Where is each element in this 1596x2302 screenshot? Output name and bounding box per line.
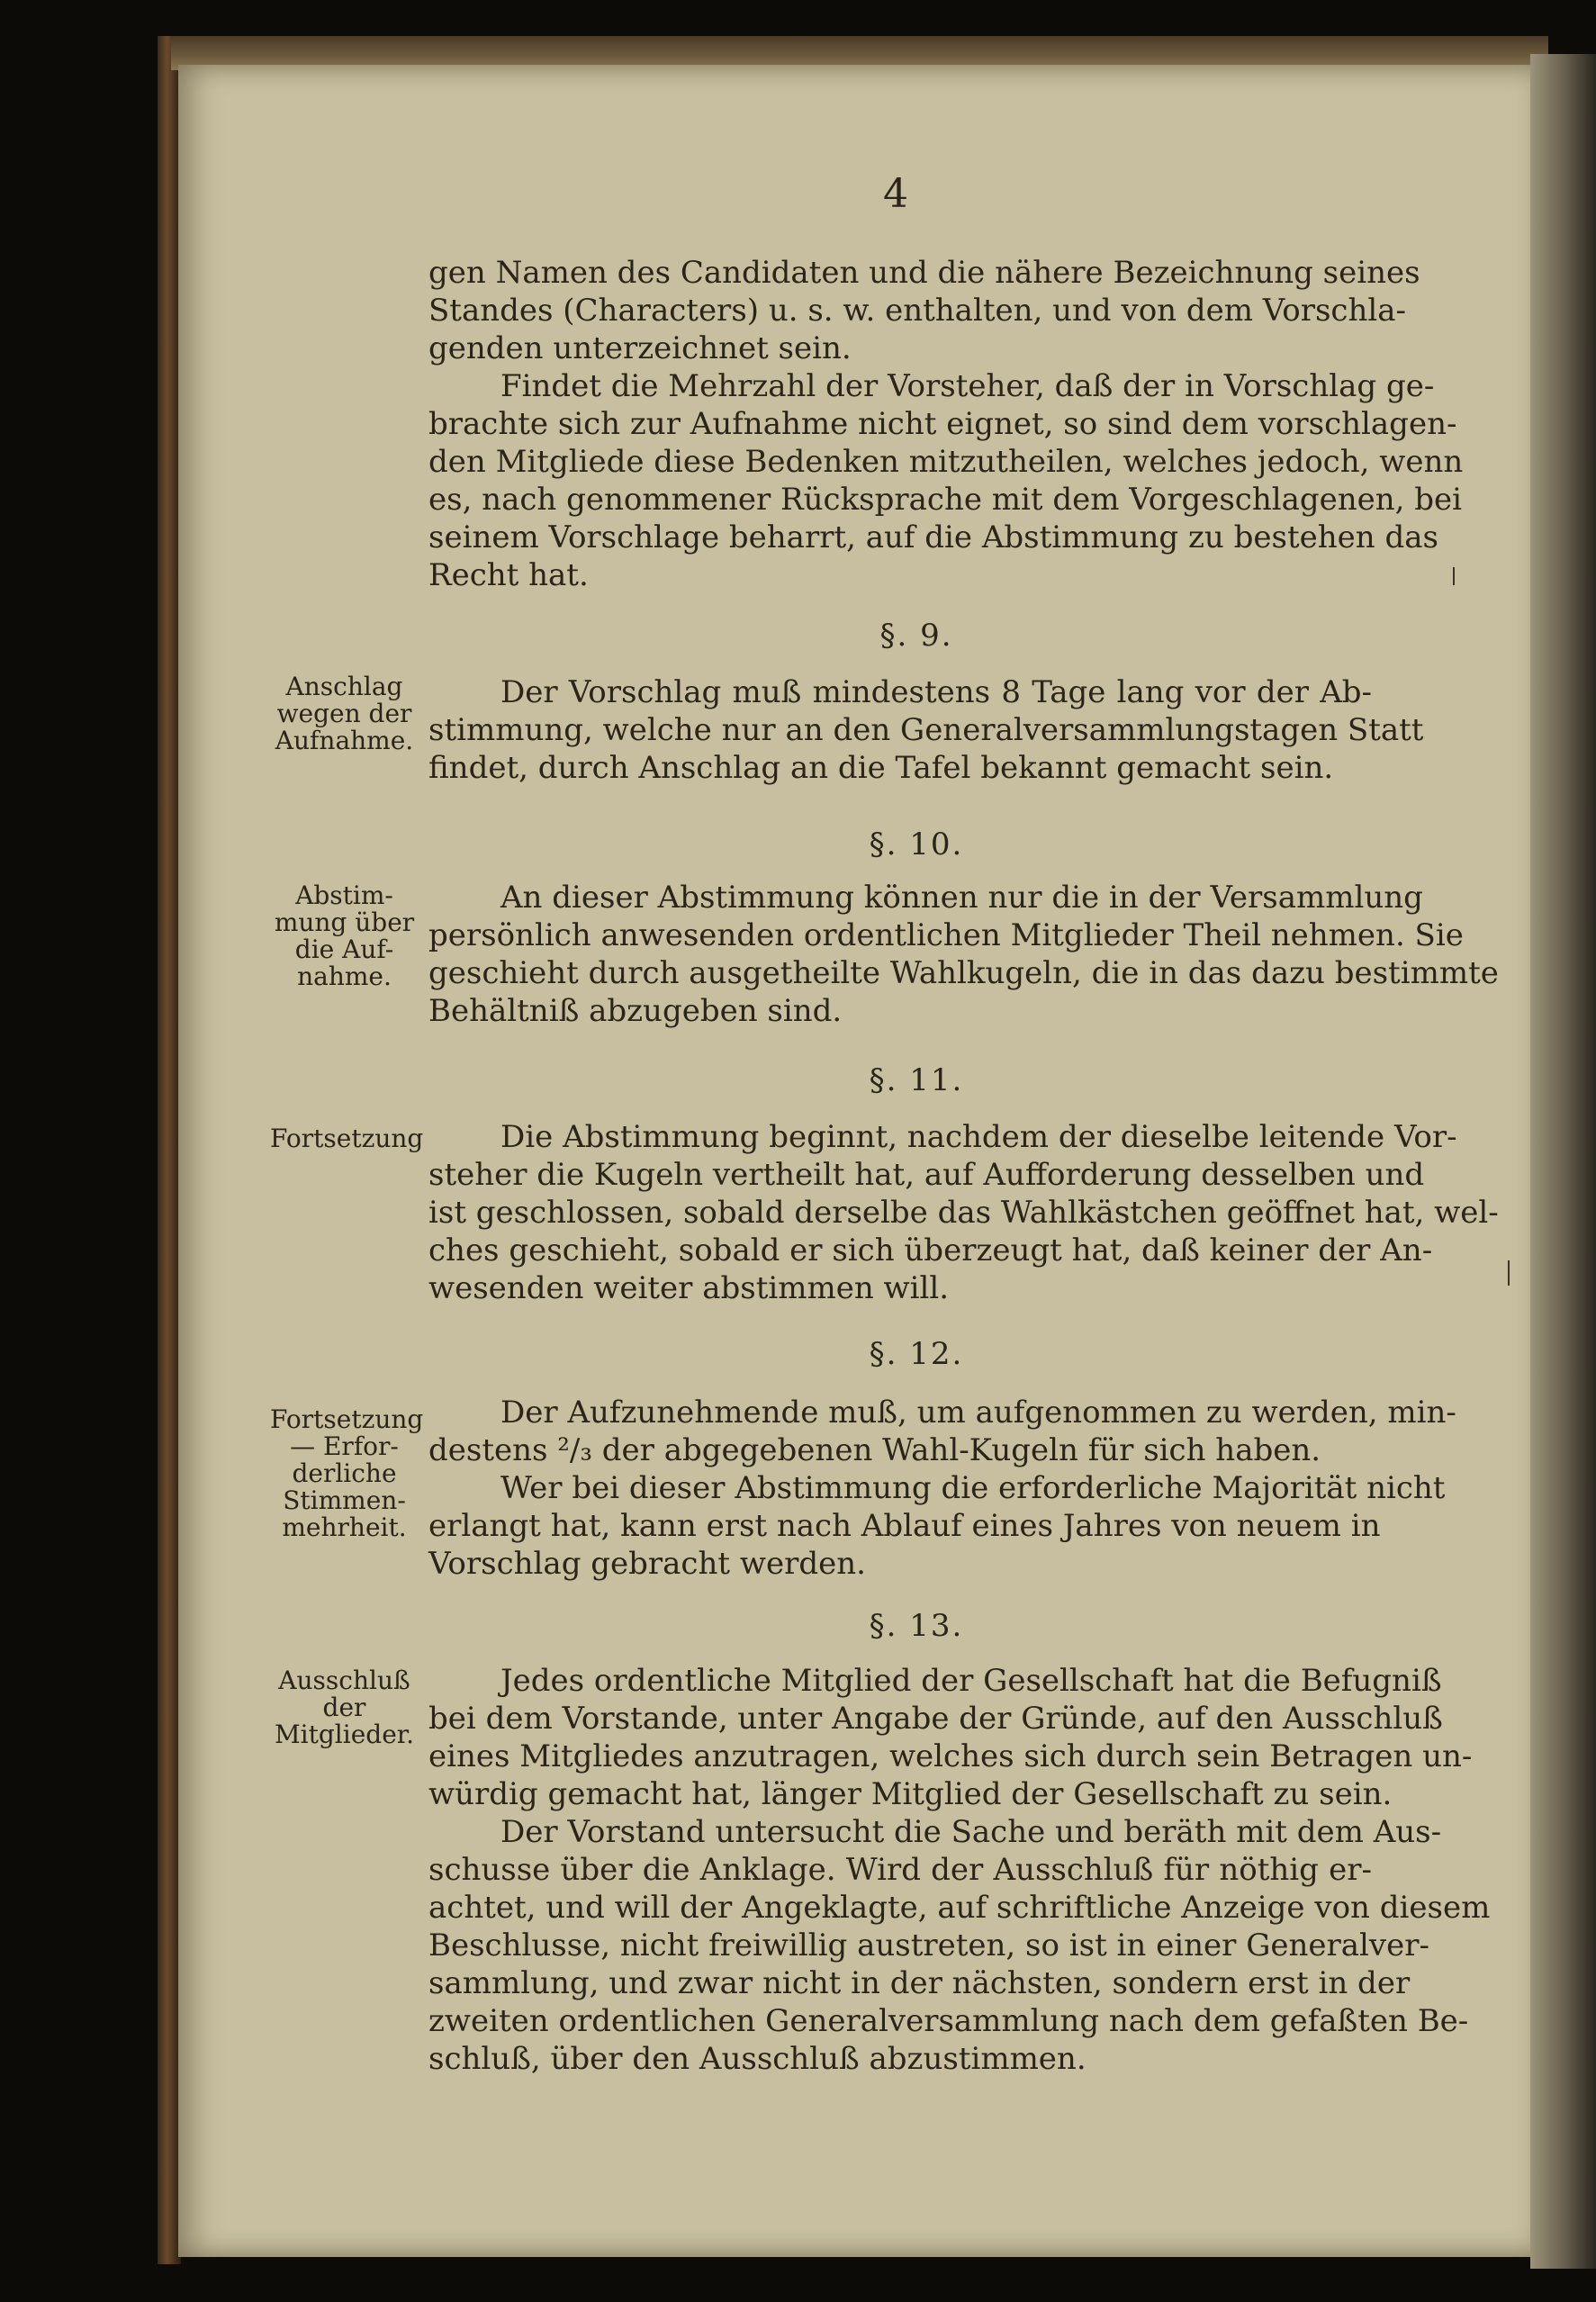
text-line: seinem Vorschlage beharrt, auf die Abstimmung zu bestehen das	[428, 519, 1438, 555]
text-line: zweiten ordentlichen Generalversammlung nach dem gefaßten Be-	[428, 2003, 1469, 2039]
stray-mark	[1453, 567, 1455, 585]
text-line: achtet, und will der Angeklagte, auf schriftliche Anzeige von diesem	[428, 1890, 1491, 1926]
section-heading-11: §. 11.	[869, 1062, 964, 1098]
margin-note: Ausschluß der Mitglieder.	[275, 1666, 414, 1749]
text-line: den Mitgliede diese Bedenken mitzutheilen, welches jedoch, wenn	[428, 444, 1464, 480]
text-line: Jedes ordentliche Mitglied der Gesellschaft hat die Befugniß	[500, 1663, 1442, 1699]
text-line: Vorschlag gebracht werden.	[428, 1546, 866, 1582]
margin-note: Fortsetzung	[270, 1124, 424, 1153]
text-line: destens ²/₃ der abgegebenen Wahl-Kugeln für sich haben.	[428, 1432, 1321, 1468]
text-line: Der Vorschlag muß mindestens 8 Tage lang vor der Ab-	[500, 674, 1372, 710]
text-line: schusse über die Anklage. Wird der Ausschluß für nöthig er-	[428, 1852, 1372, 1888]
text-line: Die Abstimmung beginnt, nachdem der dieselbe leitende Vor-	[500, 1119, 1457, 1155]
text-line: An dieser Abstimmung können nur die in der Versammlung	[500, 880, 1423, 916]
text-line: Der Vorstand untersucht die Sache und beräth mit dem Aus-	[500, 1814, 1442, 1850]
text-line: brachte sich zur Aufnahme nicht eignet, so sind dem vorschlagen-	[428, 406, 1457, 442]
margin-note: Anschlag wegen der Aufnahme.	[275, 672, 414, 755]
section-heading-12: §. 12.	[869, 1336, 964, 1372]
text-line: steher die Kugeln vertheilt hat, auf Aufforderung desselben und	[428, 1157, 1425, 1193]
text-line: sammlung, und zwar nicht in der nächsten, sondern erst in der	[428, 1965, 1411, 2001]
page-number: 4	[883, 171, 908, 217]
text-line: persönlich anwesenden ordentlichen Mitglieder Theil nehmen. Sie	[428, 917, 1464, 953]
text-line: stimmung, welche nur an den Generalversammlungstagen Statt	[428, 712, 1424, 748]
text-line: Findet die Mehrzahl der Vorsteher, daß der in Vorschlag ge-	[500, 368, 1435, 404]
margin-note: Abstim-mung über die Auf-nahme.	[274, 880, 415, 991]
text-line: gen Namen des Candidaten und die nähere Bezeichnung seines	[428, 255, 1420, 291]
text-line: findet, durch Anschlag an die Tafel bekannt gemacht sein.	[428, 750, 1334, 786]
text-line: ches geschieht, sobald er sich überzeugt hat, daß keiner der An-	[428, 1232, 1433, 1268]
text-line: würdig gemacht hat, länger Mitglied der Gesellschaft zu sein.	[428, 1776, 1393, 1812]
stray-mark	[1508, 1260, 1510, 1286]
margin-note: Fortsetzung — Erfor-derliche Stimmen-mehrheit.	[270, 1404, 424, 1542]
text-line: eines Mitgliedes anzutragen, welches sich durch sein Betragen un-	[428, 1738, 1473, 1774]
text-line: es, nach genommener Rücksprache mit dem Vorgeschlagenen, bei	[428, 482, 1463, 518]
text-line: ist geschlossen, sobald derselbe das Wahlkästchen geöffnet hat, wel-	[428, 1195, 1499, 1231]
text-line: Wer bei dieser Abstimmung die erforderliche Majorität nicht	[500, 1470, 1446, 1506]
section-heading-9: §. 9.	[879, 618, 953, 654]
text-line: Beschlusse, nicht freiwillig austreten, so ist in einer Generalver-	[428, 1927, 1429, 1963]
text-line: Behältniß abzugeben sind.	[428, 993, 843, 1029]
text-line: erlangt hat, kann erst nach Ablauf eines Jahres von neuem in	[428, 1508, 1381, 1544]
section-heading-13: §. 13.	[869, 1608, 964, 1644]
section-heading-10: §. 10.	[869, 826, 964, 862]
text-line: genden unterzeichnet sein.	[428, 330, 852, 366]
text-line: Standes (Characters) u. s. w. enthalten, und von dem Vorschla-	[428, 293, 1406, 329]
page-gutter	[1530, 54, 1596, 2269]
text-line: Recht hat.	[428, 557, 589, 593]
text-line: schluß, über den Ausschluß abzustimmen.	[428, 2041, 1087, 2077]
text-line: Der Aufzunehmende muß, um aufgenommen zu werden, min-	[500, 1395, 1456, 1431]
text-line: bei dem Vorstande, unter Angabe der Gründe, auf den Ausschluß	[428, 1701, 1443, 1737]
text-line: geschieht durch ausgetheilte Wahlkugeln, die in das dazu bestimmte	[428, 955, 1499, 991]
text-line: wesenden weiter abstimmen will.	[428, 1270, 950, 1306]
